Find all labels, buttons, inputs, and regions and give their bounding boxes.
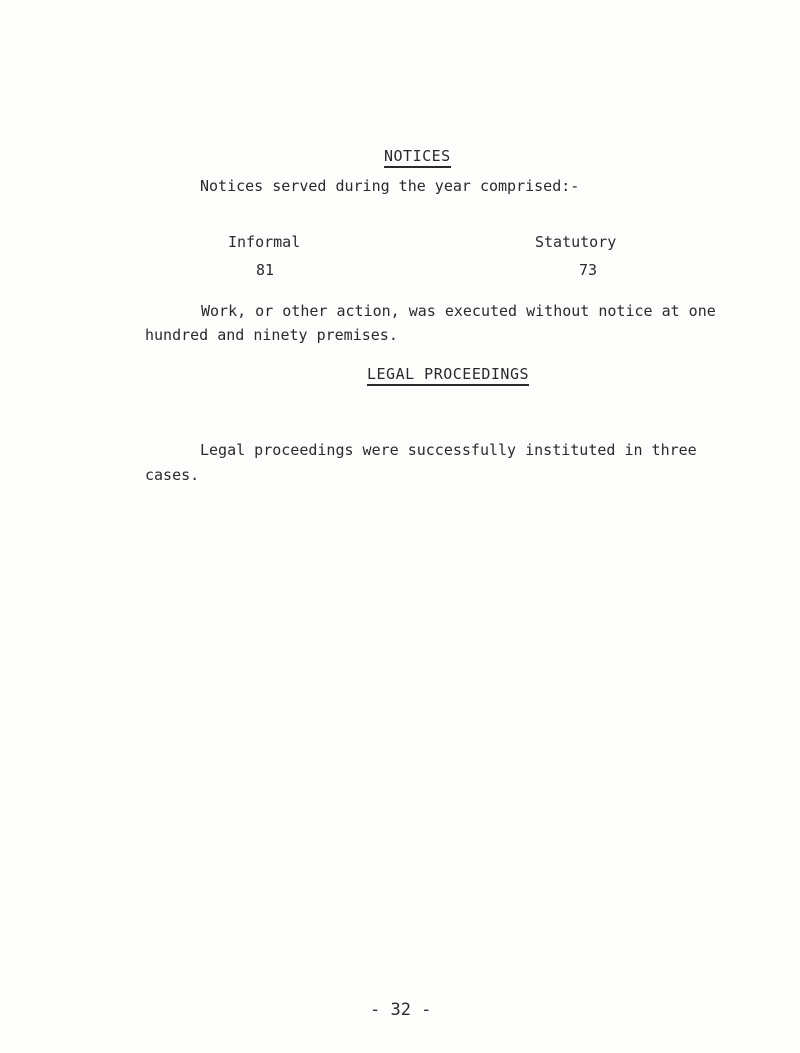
legal-paragraph-line-2: cases. bbox=[145, 466, 200, 484]
statutory-count: 73 bbox=[579, 261, 598, 279]
informal-column-label: Informal bbox=[228, 233, 301, 251]
statutory-column-label: Statutory bbox=[535, 233, 617, 251]
notices-heading: NOTICES bbox=[384, 147, 451, 168]
work-paragraph-line-2: hundred and ninety premises. bbox=[145, 326, 398, 344]
page-number: - 32 - bbox=[370, 1000, 432, 1020]
legal-paragraph-line-1: Legal proceedings were successfully instituted in three bbox=[200, 441, 697, 459]
legal-proceedings-heading: LEGAL PROCEEDINGS bbox=[367, 365, 529, 386]
informal-count: 81 bbox=[256, 261, 275, 279]
work-paragraph-line-1: Work, or other action, was executed without notice at one bbox=[201, 302, 716, 320]
notices-intro-text: Notices served during the year comprised:- bbox=[200, 177, 580, 195]
